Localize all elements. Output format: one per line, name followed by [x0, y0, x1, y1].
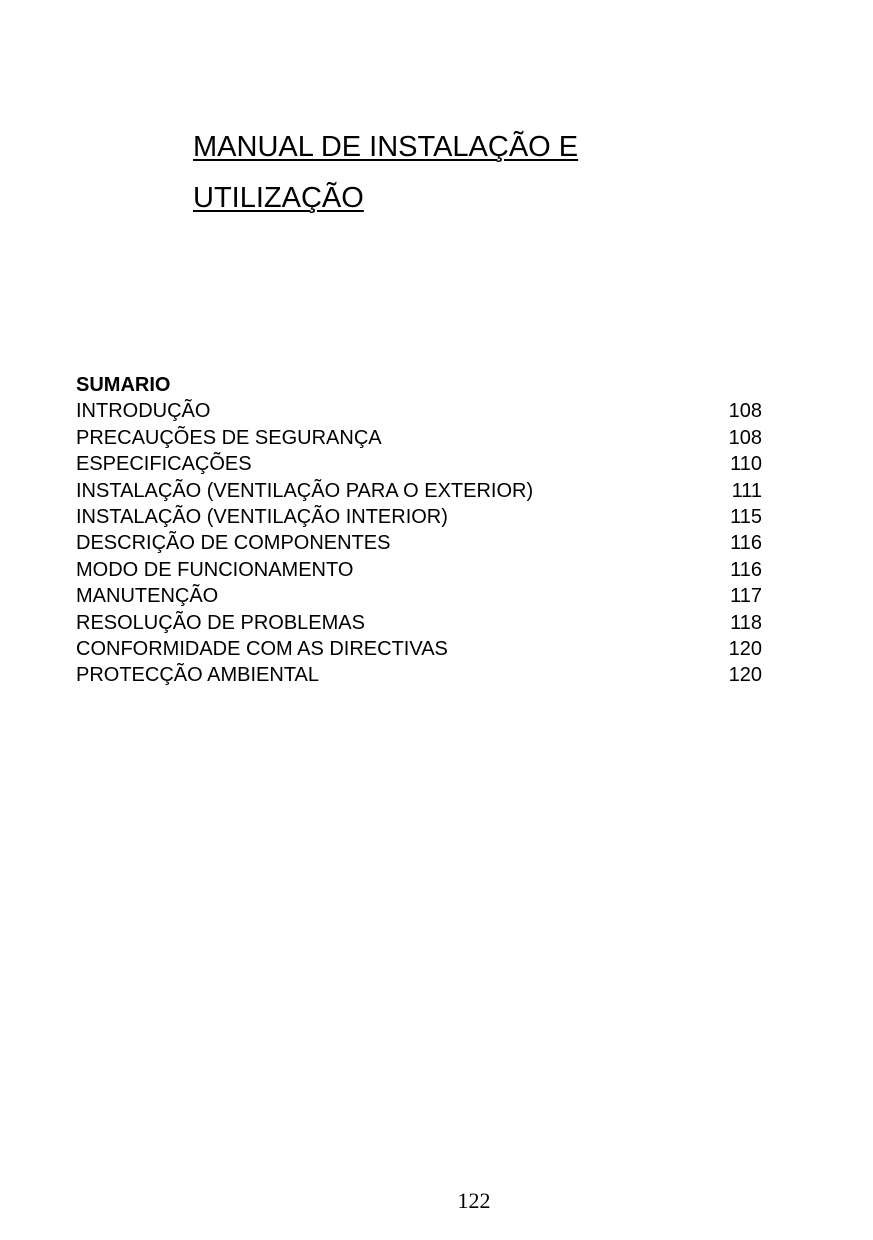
- toc-entry-label: DESCRIÇÃO DE COMPONENTES: [76, 532, 391, 555]
- toc-entry-page: 118: [730, 611, 762, 634]
- toc-entry-label: RESOLUÇÃO DE PROBLEMAS: [76, 611, 365, 634]
- toc-entry-label: PRECAUÇÕES DE SEGURANÇA: [76, 426, 382, 449]
- toc-entry: [76, 478, 762, 504]
- toc-entry: [76, 662, 762, 688]
- toc-entry: [76, 504, 762, 530]
- title-line: MANUAL DE INSTALAÇÃO E: [193, 131, 579, 163]
- toc-entry-page: 111: [731, 479, 762, 502]
- toc-entry-label: INTRODUÇÃO: [76, 400, 211, 423]
- toc-entry-label: MODO DE FUNCIONAMENTO: [76, 558, 354, 581]
- toc-entry-page: 116: [730, 558, 762, 581]
- toc-entry-label: INSTALAÇÃO (VENTILAÇÃO PARA O EXTERIOR): [76, 479, 534, 502]
- toc-entry: [76, 425, 762, 451]
- table-of-contents: [76, 372, 762, 689]
- toc-entry: [76, 530, 762, 556]
- toc-entry: [76, 398, 762, 424]
- toc-entry-page: 115: [730, 505, 762, 528]
- toc-entry-label: ESPECIFICAÇÕES: [76, 453, 252, 476]
- toc-entry-page: 120: [728, 637, 762, 660]
- toc-entry-label: MANUTENÇÃO: [76, 585, 219, 608]
- toc-entry-label: INSTALAÇÃO (VENTILAÇÃO INTERIOR): [76, 505, 448, 528]
- toc-entry: [76, 583, 762, 609]
- title-line: UTILIZAÇÃO: [193, 182, 364, 214]
- toc-entry: [76, 636, 762, 662]
- toc-entry-label: PROTECÇÃO AMBIENTAL: [76, 664, 320, 687]
- toc-entry-page: 108: [728, 426, 762, 449]
- toc-entry-page: 108: [728, 400, 762, 423]
- toc-entry-label: CONFORMIDADE COM AS DIRECTIVAS: [76, 637, 448, 660]
- toc-entry-page: 120: [728, 664, 762, 687]
- toc-entry-page: 116: [730, 532, 762, 555]
- toc-entry-page: 110: [730, 453, 762, 476]
- toc-entry: [76, 451, 762, 477]
- toc-heading: SUMARIO: [76, 374, 171, 396]
- document-title: [193, 122, 578, 224]
- toc-entry-page: 117: [730, 585, 762, 608]
- page-number: 122: [457, 1188, 491, 1213]
- toc-entry: [76, 557, 762, 583]
- toc-entry: [76, 610, 762, 636]
